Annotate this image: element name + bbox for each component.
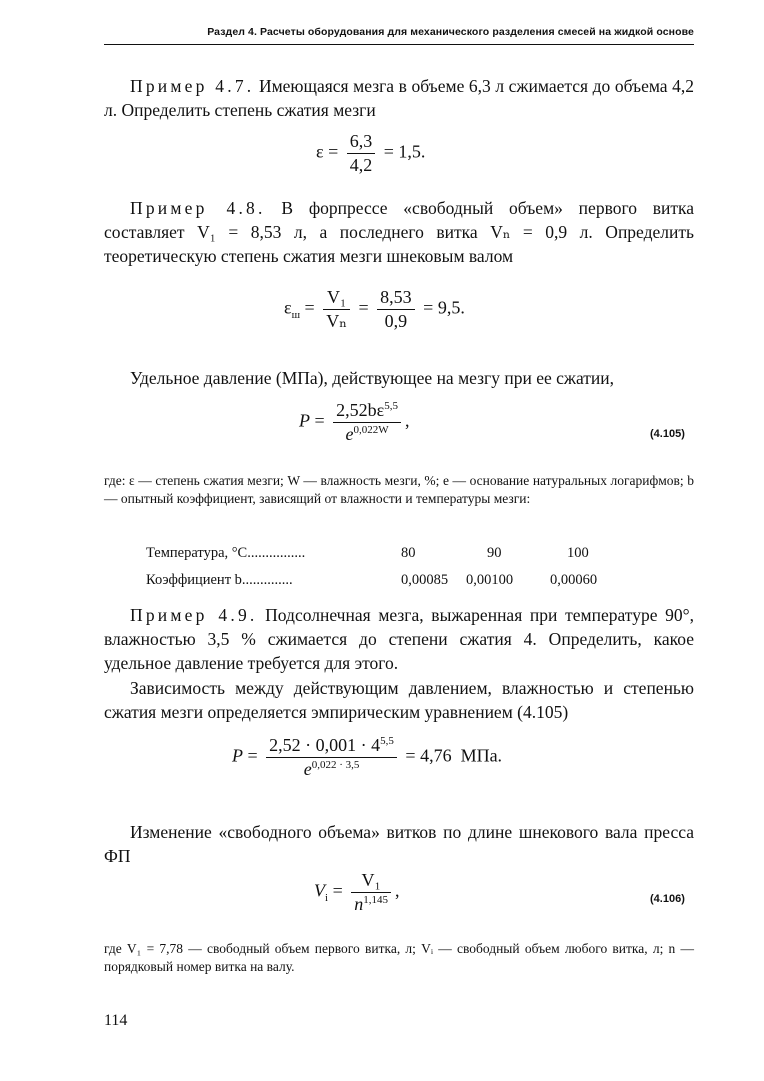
equation-number-4-106: (4.106)	[650, 893, 685, 905]
volume-intro-paragraph: Изменение «свободного объема» витков по длине шнекового вала пресса ФП	[104, 822, 694, 866]
equation-4-105: P = $\frac{2,52b\varepsilon^{5,5}}{e^{0,022W}}$ ,	[299, 400, 410, 444]
page-number: 114	[104, 1012, 128, 1029]
legend-4-105: где: ε — степень сжатия мезги; W — влажность мезги, %; e — основание натуральных логарифмов; b — опытный коэффициент, зависящий от влажности и температуры мезги:	[104, 473, 694, 506]
running-header: Раздел 4. Расчеты оборудования для механического разделения смесей на жидкой основе	[207, 26, 694, 38]
example-4-8-paragraph	[104, 196, 694, 268]
example-label: Пример 4.8.	[130, 198, 266, 218]
table-cell: 90	[487, 545, 502, 561]
calculation-formula: P = $\frac{2,52 \cdot 0,001 \cdot 4^{5,5}}{e^{0,022 \cdot 3,5}}$ = 4,76 МПа.	[232, 735, 503, 779]
dependence-paragraph: Зависимость между действующим давлением, влажностью и степенью сжатия мезги определяется эмпирическим уравнением (4.105)	[104, 678, 694, 722]
formula-4-7: ε = $\frac{6,3}{4,2}$ = 1,5.	[316, 131, 426, 175]
example-text: В форпрессе «свободный объем» первого витка составляет V₁ = 8,53 л, а последнего витка Vₙ = 0,9 л. Определить теоретическую степень сжатия мезги шнековым валом	[104, 198, 695, 266]
table-cell: 0,00060	[550, 572, 598, 588]
table-cell: 0,00085	[401, 572, 449, 588]
equation-number-4-105: (4.105)	[650, 428, 685, 440]
example-text: Подсолнечная мезга, выжаренная при температуре 90°, влажностью 3,5 % сжимается до степени сжатия 4. Определить, какое удельное давление требуется для этого.	[104, 605, 695, 673]
table-cell: 80	[401, 545, 416, 561]
pressure-intro-paragraph: Удельное давление (МПа), действующее на мезгу при ее сжатии,	[130, 368, 615, 388]
table-cell: 0,00100	[466, 572, 514, 588]
example-label: Пример 4.9.	[130, 605, 258, 625]
example-4-7-paragraph	[104, 74, 694, 122]
legend-4-106: где V₁ = 7,78 — свободный объем первого витка, л; Vᵢ — свободный объем любого витка, л; n — порядковый номер витка на валу.	[104, 941, 694, 974]
example-4-9-paragraph	[104, 603, 694, 675]
example-label: Пример 4.7.	[130, 76, 255, 96]
equation-4-106: $V_i$ = $\frac{\text{V₁}}{n^{1,145}}$ ,	[314, 870, 400, 914]
formula-4-8: $\varepsilon_ш$ = $\frac{\text{V₁}}{\text{Vₙ}}$ = $\frac{8,53}{0,9}$ = 9,5.	[284, 287, 465, 331]
table-cell: 100	[567, 545, 589, 561]
table-row-coefficient: Коэффициент b..............	[146, 572, 293, 588]
header-rule	[104, 44, 694, 45]
table-row-temperature: Температура, °С................	[146, 545, 306, 561]
example-text: Имеющаяся мезга в объеме 6,3 л сжимается до объема 4,2 л. Определить степень сжатия мезги	[104, 76, 695, 120]
